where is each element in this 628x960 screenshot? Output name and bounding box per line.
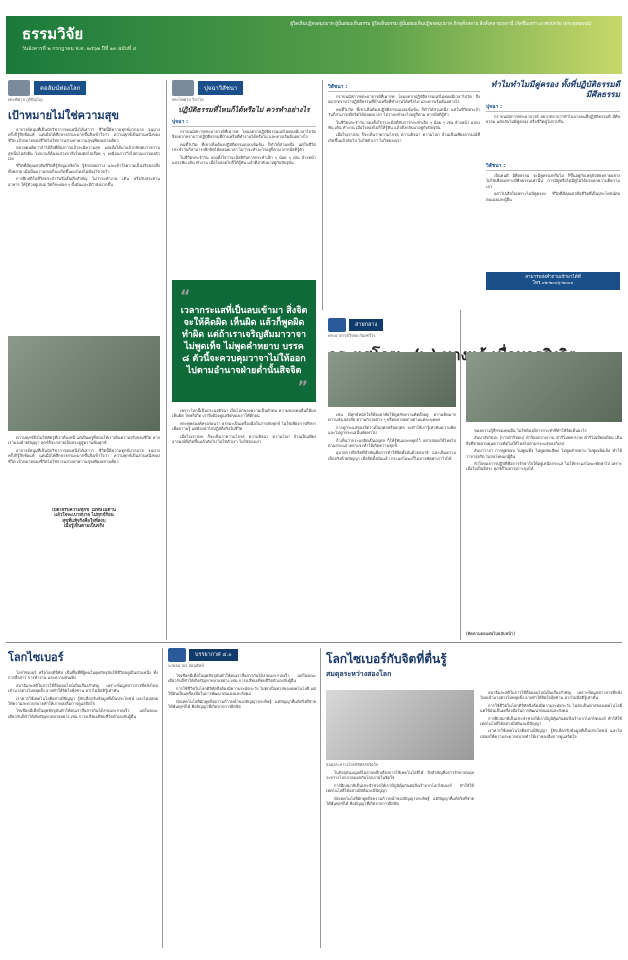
bottom-feature-subtitle: สมดุลระหว่างสองโลก [326,670,392,678]
paragraph: อาจารย์หนุ่มที่เป็นนักวิชาการคนหนึ่งได้เล่าว่า ชีวิตนี้มีความทุกข์มากมาย จนบางครั้งก็รู้สึกท้อแท้ แต่เมื่อได้ศึกษาธรรมะมากขึ้นจึงเข้าใจว่า ความทุกข์เป็นส่วนหนึ่งของชีวิต เป้าหมายของชีวิตไม่ใช่การแสวงหาความสุขเพียงอย่างเดียว [8,447,160,464]
column-divider [322,80,323,310]
byline: พระไพศาล วิสาโล [172,97,204,102]
byline: นายธนาธร สอนศิลป์ [168,663,204,668]
paragraph: เช่น มีทุกข์หนักใจก็ต้องอาศัยให้ดูหลักความคิดตั้งอยู่ ความคิดมาก ความลังเลสงสัย ความกังวลต่าง ๆ หรือหลายอย่างตามแต่ละบุคคล [328,412,456,423]
paragraph: เป็นคนดี มีศีลธรรม จะมีคู่ครองหรือไม่ ก็ขึ้นอยู่กับเหตุปัจจัยหลายอย่าง ไม่ใช่เพียงเพราะมีศีลธรรมเท่านั้น การมีคู่หรือไม่มีคู่ไม่ได้บ่งบอกความดีความเลว [486,173,620,189]
column-divider [320,648,321,948]
right-column [486,80,620,290]
paragraph: หลายคนคิดว่าถ้าได้สิ่งที่ต้องการแล้วจะมีความสุข แต่เมื่อได้มาแล้วกลับพบว่าความสุขนั้นไม่ยั่งยืน ไม่นานก็ต้องแสวงหาสิ่งใหม่ต่อไปเรื่อย ๆ เหมือนการวิ่งไล่ตามเงาของตัวเอง [8,145,160,162]
feature-photo [466,352,622,422]
paragraph: หัวใจของการปฏิบัติคือการรักษาใจให้อยู่เหนือกระแส ไม่ให้กระแสโอฆะพัดพาไป เพราะเมื่อใจเป็นอิสระ ทุกข์ก็ไม่อาจเกาะกุมได้ [466,461,622,472]
paragraph: อาจารย์หนุ่มที่เป็นนักวิชาการคนหนึ่งได้เล่าว่า ชีวิตนี้มีความทุกข์มากมาย จนบางครั้งก็รู้สึกท้อแท้ แต่เมื่อได้ศึกษาธรรมะมากขึ้นจึงเข้าใจว่า ความทุกข์เป็นส่วนหนึ่งของชีวิต เป้าหมายของชีวิตไม่ใช่การแสวงหาความสุขเพียงอย่างเดียว [8,127,160,143]
article-body [172,129,316,289]
column-divider [162,648,163,948]
series-icon [168,648,186,662]
paragraph: การใช้ชีวิตในโลกดิจิทัลจึงต้องมีความระมัดระวัง ไม่ตกเป็นทาสของเทคโนโลยี แต่ใช้มันเป็นเครื่องมือในการพัฒนาตนเองและสังคม [480,702,622,714]
column-header [8,80,160,96]
article-photo [8,336,160,431]
pullquote-section [172,280,316,613]
byline: พระพิศาล ภูริปัญโญ [8,97,43,102]
paragraph: เมื่อใจเราสงบ ก็จะเห็นว่าความโกรธ ความอิจฉา ความโลภ ล้วนเป็นเพียงอารมณ์ที่เกิดขึ้นแล้วดับไป ไม่ใช่ตัวเรา ไม่ใช่ของเรา [328,132,480,143]
feature-photo [328,352,456,407]
left-column [8,80,160,530]
paragraph: โลกไซเบอร์ หรือโลกดิจิทัล เป็นพื้นที่ที่ผู้คนในยุคปัจจุบันใช้ชีวิตอยู่เป็นส่วนหนึ่ง ทั้งการสื่อสาร การทำงาน และความบันเทิง [8,670,158,681]
paragraph: การฝึกสมาธิเป็นประจำช่วยให้เรามีภูมิคุ้มกันต่อสิ่งเร้าจากโลกไซเบอร์ ทำให้ใช้เทคโนโลยีได้อย่างมีสติและมีปัญญา [480,715,622,727]
bottom-feature [326,650,622,680]
paragraph: โซเชียลมีเดียในยุคปัจจุบันทำให้คนเราสื่อสารกันได้ง่ายและรวดเร็ว แต่ในขณะเดียวกันก็ทำให้เกิดปัญหาหลายอย่าง เช่น การเปรียบเทียบชีวิตตัวเองกับผู้อื่น [168,673,316,684]
bottom-feature-body [480,690,622,945]
paragraph: การฝึกสติในชีวิตประจำวันจึงเป็นสิ่งสำคัญ ไม่ว่าจะทำงาน เดิน หรือรับประทานอาหาร ให้รู้ตัวอยู่เสมอ จิตก็จะค่อย ๆ ตั้งมั่นและมีกำลังมากขึ้น [8,176,160,187]
column-header [172,80,316,96]
masthead-quote: ผู้ใดเห็นปฏิจจสมุปบาท ผู้นั้นย่อมเห็นธรรม ผู้ใดเห็นธรรม ผู้นั้นย่อมเห็นปฏิจจสมุปบาท ภิกษุทั้งหลาย สิ่งทั้งหลายเหล่านี้ เกิดขึ้นเพราะอาศัยปัจจัย (พระพุทธพจน์) [290,22,592,27]
article-body [172,408,316,613]
feature-body [328,412,456,640]
paragraph: การฝึกสมาธิเป็นประจำช่วยให้เรามีภูมิคุ้มกันต่อสิ่งเร้าจากโลกไซเบอร์ ทำให้ใช้เทคโนโลยีได้อย่างมีสติและมีปัญญา [326,782,474,794]
bottom-body [168,673,316,943]
paragraph: กราบนมัสการพระอาจารย์ที่เคารพ โยมอยากปฏิบัติธรรมแต่ไม่ค่อยมีเวลาไปวัด จึงอยากทราบว่าปฏิบัติธรรมที่บ้านหรือที่ทำงานได้หรือไม่ และควรเริ่มต้นอย่างไร [172,129,316,140]
paragraph: สัมมาสังกัปปะ (การดำริชอบ) ดำริออกจากกาม ดำริไม่พยาบาท ดำริไม่เบียดเบียน เป็นสิ่งที่ช่วยควบคุมความคิดไม่ให้ไหลไปตามกระแสของกิเลส [466,435,622,446]
puccha-label: ปุจฉา : [172,118,316,127]
paragraph: สมาธิและสติในการใช้สื่อออนไลน์เป็นเรื่องสำคัญ เพราะข้อมูลข่าวสารที่หลั่งไหลเข้ามาอย่างไม่หยุดยั้ง อาจทำให้จิตใจฟุ้งซ่าน หากไม่มีสติรู้เท่าทัน [8,682,158,694]
brand-subtitle: วันอังคารที่ ๒ กรกฎาคม พ.ศ. ๒๕๖๒ ปีที่ ๑๓ ฉบับที่ ๔ [22,46,137,52]
middle-column [172,80,316,289]
paragraph: โซเชียลมีเดียในยุคปัจจุบันทำให้คนเราสื่อสารกันได้ง่ายและรวดเร็ว แต่ในขณะเดียวกันก็ทำให้เกิดปัญหาหลายอย่าง เช่น การเปรียบเทียบชีวิตตัวเองกับผู้อื่น [8,708,158,719]
bottom-body [8,670,158,960]
article-body [328,94,480,304]
bottom-middle-column [168,648,316,943]
section-divider [6,642,622,643]
paragraph: การดูกระแสของจิตว่าเป็นกุศลหรืออกุศล จะทำให้เรารู้เท่าทันความคิด และไม่ถูกกระแสนั้นพัดพาไป [328,424,456,436]
feature-title: ทางแก้ [442,346,487,364]
paragraph: คนที่ไปวัด ที่เขาเห็นต้องปฏิบัติธรรมแบบเข้มข้น ก็ทำได้ส่วนหนึ่ง แต่ในชีวิตประจำวันก็สามารถฝึกจิตได้ตลอดเวลา ไม่ว่าจะทำอะไรอยู่ก็ตาม หากมีสติรู้ตัว [328,106,480,118]
middle-right-column [328,80,480,304]
article-body [486,114,620,159]
visajjana-label: วิสัชนา : [486,162,620,171]
paragraph: อุบายการฝึกจิตที่สำคัญคือการทำให้จิตตั้งมั่นด้วยสมาธิ และเห็นความเป็นจริงด้วยปัญญา เมื่อจิตตั้งมั่นแล้ว กระแสโอฆะก็ไม่อาจพัดพาเราไปได้ [328,450,456,461]
byline: พระอาจารย์วีรพล กัณฑวีโร [328,333,376,338]
pullquote-text: เวลากระแสที่เป็นลบเข้ามา สิ่งจิตจะให้คิดผิด เห็นผิด แล้วก็พูดผิด ทำผิด แต่ถ้าเราเจริญสัมมาวาจา ไม่พูดเท็จ ไม่พูดคำหยาบ บรรค ๘ ตัวนี้จะควบคุมวาจาไม่ให้ออกไปตามอำนาจฝ่ายต่ำนั้นสิจจิต [180,306,308,376]
paragraph: ในปัจจุบันมนุษย์ไม่อาจหลีกเลี่ยงการใช้เทคโนโลยีได้ สิ่งสำคัญคือการรักษาสมดุลระหว่างโลกภายนอกกับโลกภายในจิตใจ [326,770,474,781]
series-icon [328,318,346,332]
visajjana-label: วิสัชนา : [328,83,480,92]
article-body [8,435,160,505]
contact-box: สามารถส่งคำถามเข้ามาได้ที่ โทร.๐๒-๒๐๐๖-๒๐๐๐ [486,272,620,290]
paragraph: คนที่ไปวัด ที่เขาเห็นต้องปฏิบัติธรรมแบบเข้มข้น ก็ทำได้ส่วนหนึ่ง แต่ในชีวิตประจำวันก็สามารถฝึกจิตได้ตลอดเวลา ไม่ว่าจะทำอะไรอยู่ก็ตาม หากมีสติรู้ตัว [172,141,316,153]
quote-mark-icon: ” [297,377,308,396]
bottom-title: โลกไซเบอร์ [8,651,64,664]
paragraph: ของความรู้สึกของคนอื่น ไม่ใช่ต้องมีการกระทำที่ทำให้จิตเห็นอะไร [474,428,587,433]
quote-mark-icon: “ [180,286,191,305]
column-label: คอลัมน์ท่องโลก [34,81,86,95]
paragraph: เมื่อใจเราสงบ ก็จะเห็นว่าความโกรธ ความอิจฉา ความโลภ ล้วนเป็นเพียงอารมณ์ที่เกิดขึ้นแล้วดับไป ไม่ใช่ตัวเรา ไม่ใช่ของเรา [172,433,316,445]
bottom-feature-body [326,770,474,945]
article-body [486,173,620,268]
paragraph: สมาธิและสติในการใช้สื่อออนไลน์เป็นเรื่องสำคัญ เพราะข้อมูลข่าวสารที่หลั่งไหลเข้ามาอย่างไม่หยุดยั้ง อาจทำให้จิตใจฟุ้งซ่าน หากไม่มีสติรู้เท่าทัน [480,690,622,701]
paragraph: นักเทคโนโลยีมักพูดถึงความก้าวหน้าของปัญญาประดิษฐ์ แต่ปัญญาที่แท้จริงที่ช่วยให้พ้นทุกข์ได้ คือปัญญาที่เกิดจากการฝึกจิต [168,698,316,710]
paragraph: อย่าไปเสียใจเพราะไม่มีคู่ครอง ชีวิตที่มีคุณค่าคือชีวิตที่เป็นประโยชน์ต่อตนเองและผู้อื่น [486,191,620,202]
paragraph: ความทุกข์จึงไม่ใช่ศัตรูที่เราต้องหนี แต่เป็นครูที่สอนให้เราเห็นความจริงของชีวิต หากเรามองด้วยปัญญา ทุกข์ก็จะกลายเป็นประตูสู่ความพ้นทุกข์ [8,435,160,446]
paragraph: พระพุทธองค์ทรงสอนว่า ธรรมะเป็นเครื่องมือในการดับทุกข์ ไม่ใช่เพียงการศึกษาเพื่อความรู้ แต่ต้องนำไปปฏิบัติจริงในชีวิต [172,420,316,432]
brand-title: ธรรมวิจัย [22,25,84,43]
article-title: เป้าหมายไม่ใช่ความสุข [8,109,119,122]
paragraph: เพราะโลกนี้เป็นกระแสอิจฉา เป็นโลกของความเป็นตัวตน ความของคนอื่นก็มีผล เห็นผิด โทษก็เกิด เราจึงต้องดูแลจิตของเราให้ดีก่อน [172,408,316,419]
pullquote [172,280,316,402]
feature-body [466,428,622,628]
series-label: บรรยากาศ ๔.๐ [189,649,238,661]
bottom-feature-title: โลกไซเบอร์กับจิตที่ตื่นรู้ [326,652,447,666]
series-header [168,648,316,662]
bottom-left-column [8,648,158,960]
paragraph: สัมมาวาจา การพูดชอบ ไม่พูดเท็จ ไม่พูดส่อเสียด ไม่พูดคำหยาบ ไม่พูดเพ้อเจ้อ ทำให้วาจาสุจริต ไม่ก่อโทษแก่ผู้อื่น [466,448,622,459]
poem: เปิดใจรับความทุกข์ ไม่หนีไม่ต้าน แล้วใจจะเบาสบาย ไม่ทุกข์ร้อน สุขที่แท้จริงคือใจที่สงบ เมื่อรู้เห็นตามเป็นจริง [52,508,116,530]
paragraph: เราควรใช้เทคโนโลยีอย่างมีปัญญา รู้จักเลือกรับข้อมูลที่เป็นประโยชน์ และไม่ปล่อยให้ความสะดวกสบายทำให้เราหลงลืมการดูแลจิตใจ [8,695,158,707]
article-body [8,127,160,332]
series-header [328,318,622,332]
photo-caption: สมดุลระหว่างโลกดิจิทัลกับจิตใจ [326,762,378,767]
paragraph: กราบนมัสการพระอาจารย์ อยากทราบว่าทำไมบางคนที่ปฏิบัติธรรมดี มีศีลธรรม แต่กลับไม่มีคู่ครอง หรือชีวิตคู่ไม่ราบรื่น [486,114,620,125]
masthead [6,16,622,74]
paragraph: ชีวิตที่มีคุณค่าคือชีวิตที่รู้จักดูแลจิตใจ รู้จักปล่อยวาง และเข้าใจความเป็นจริงของสิ่งทั้งหลาย เมื่อนั้นความสงบก็จะเกิดขึ้นเองโดยไม่ต้องไขว่คว้า [8,163,160,174]
column-label: ปุจฉาวิสัชนา [198,81,243,95]
paragraph: กราบนมัสการพระอาจารย์ที่เคารพ โยมอยากปฏิบัติธรรมแต่ไม่ค่อยมีเวลาไปวัด จึงอยากทราบว่าปฏิบัติธรรมที่บ้านหรือที่ทำงานได้หรือไม่ และควรเริ่มต้นอย่างไร [328,94,480,105]
paragraph: ในชีวิตประจำวัน ลองตั้งใจว่าจะมีสติกับการกระทำเล็ก ๆ น้อย ๆ เช่น ล้างหน้า แปรงฟัน เดิน ทำงาน เมื่อใจลอยไปก็ให้รู้ทัน แล้วดึงกลับมาอยู่กับปัจจุบัน [172,154,316,166]
paragraph: ถ้าเห็นว่ากระแสจิตเป็นอกุศล ก็ให้รู้ทันและหยุดไว้ อย่าปล่อยให้ไหลไปตามกระแส เพราะจะทำให้เกิดความทุกข์ [328,437,456,449]
column-icon [8,80,30,96]
bottom-photo [326,690,474,760]
column-icon [172,80,194,96]
continued-note: (ติดตามตอนต่อไปฉบับหน้า) [466,631,516,636]
paragraph: ในชีวิตประจำวัน ลองตั้งใจว่าจะมีสติกับการกระทำเล็ก ๆ น้อย ๆ เช่น ล้างหน้า แปรงฟัน เดิน ทำงาน เมื่อใจลอยไปก็ให้รู้ทัน แล้วดึงกลับมาอยู่กับปัจจุบัน [328,119,480,131]
paragraph: นักเทคโนโลยีมักพูดถึงความก้าวหน้าของปัญญาประดิษฐ์ แต่ปัญญาที่แท้จริงที่ช่วยให้พ้นทุกข์ได้ คือปัญญาที่เกิดจากการฝึกจิต [326,795,474,807]
paragraph: การใช้ชีวิตในโลกดิจิทัลจึงต้องมีความระมัดระวัง ไม่ตกเป็นทาสของเทคโนโลยี แต่ใช้มันเป็นเครื่องมือในการพัฒนาตนเองและสังคม [168,685,316,697]
paragraph: เราควรใช้เทคโนโลยีอย่างมีปัญญา รู้จักเลือกรับข้อมูลที่เป็นประโยชน์ และไม่ปล่อยให้ความสะดวกสบายทำให้เราหลงลืมการดูแลจิตใจ [480,728,622,739]
column-divider [166,80,167,640]
article-title: ทำไมทำไมมีคู่ครอง ทั้งที่ปฏิบัติธรรมดีมีศีลธรรม [490,80,620,99]
article-title: ปฏิบัติธรรมที่ไหนก็ได้หรือไม่ ควรทำอย่างไร [178,106,310,114]
puccha-label: ปุจฉา : [486,103,620,112]
series-label: สายกลาง [349,319,383,331]
